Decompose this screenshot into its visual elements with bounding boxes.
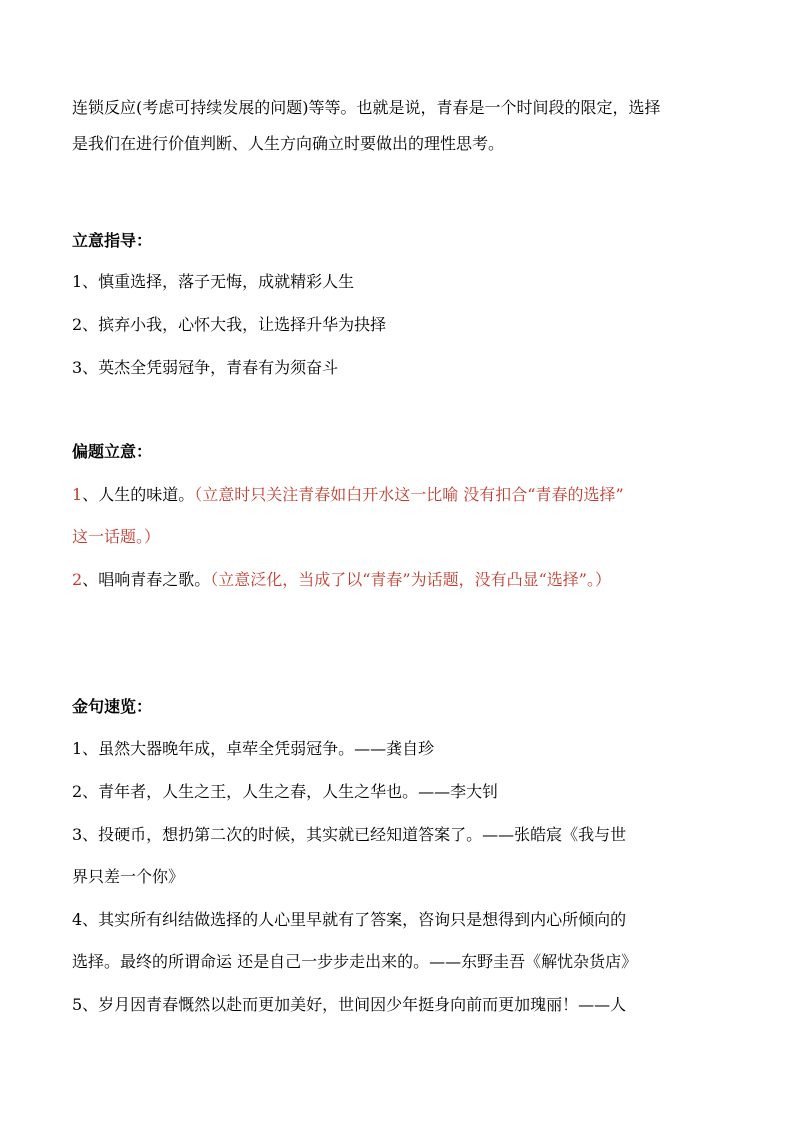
- off-topic-heading: 偏题立意：: [72, 442, 153, 461]
- quote-line: 5、岁月因青春慨然以赴而更加美好，世间因少年挺身向前而更加瑰丽！——人: [72, 995, 627, 1014]
- item-number: 2: [72, 570, 83, 589]
- quote-line: 1、虽然大器晚年成，卓荦全凭弱冠争。——龚自珍: [72, 739, 435, 758]
- quote-line: 选择。最终的所谓命运 还是自己一步步走出来的。——东野圭吾《解忧杂货店》: [72, 952, 638, 971]
- item-comment: （立意泛化，当成了以“青春”为话题，没有凸显“选择”。）: [210, 570, 611, 589]
- quote-line: 3、投硬币，想扔第二次的时候，其实就已经知道答案了。——张皓宸《我与世: [72, 825, 627, 844]
- item-text: 人生的味道。: [98, 485, 195, 504]
- quote-line: 2、青年者，人生之王，人生之春，人生之华也。——李大钊: [72, 782, 499, 801]
- intro-line-2: 是我们在进行价值判断、人生方向确立时要做出的理性思考。: [72, 134, 505, 153]
- item-comment: （立意时只关注青春如白开水这一比喻 没有扣合“青春的选择”: [194, 485, 624, 504]
- item-separator: 、: [82, 485, 99, 504]
- quote-line: 4、其实所有纠结做选择的人心里早就有了答案，咨询只是想得到内心所倾向的: [72, 910, 627, 929]
- guidance-item: 2、摈弃小我，心怀大我，让选择升华为抉择: [72, 315, 387, 334]
- item-separator: 、: [82, 570, 99, 589]
- off-topic-item-1-continued: 这一话题。）: [72, 527, 161, 546]
- off-topic-item-1: [72, 485, 732, 505]
- item-number: 1: [72, 485, 83, 504]
- guidance-item: 1、慎重选择，落子无悔，成就精彩人生: [72, 272, 355, 291]
- intro-line-1: 连锁反应(考虑可持续发展的问题)等等。也就是说，青春是一个时间段的限定，选择: [72, 98, 661, 117]
- guidance-item: 3、英杰全凭弱冠争，青春有为须奋斗: [72, 358, 339, 377]
- item-text: 唱响青春之歌。: [98, 570, 211, 589]
- quotes-heading: 金句速览：: [72, 697, 153, 716]
- off-topic-item-2: [72, 570, 732, 590]
- guidance-heading: 立意指导：: [72, 231, 153, 250]
- quote-line: 界只差一个你》: [72, 867, 185, 886]
